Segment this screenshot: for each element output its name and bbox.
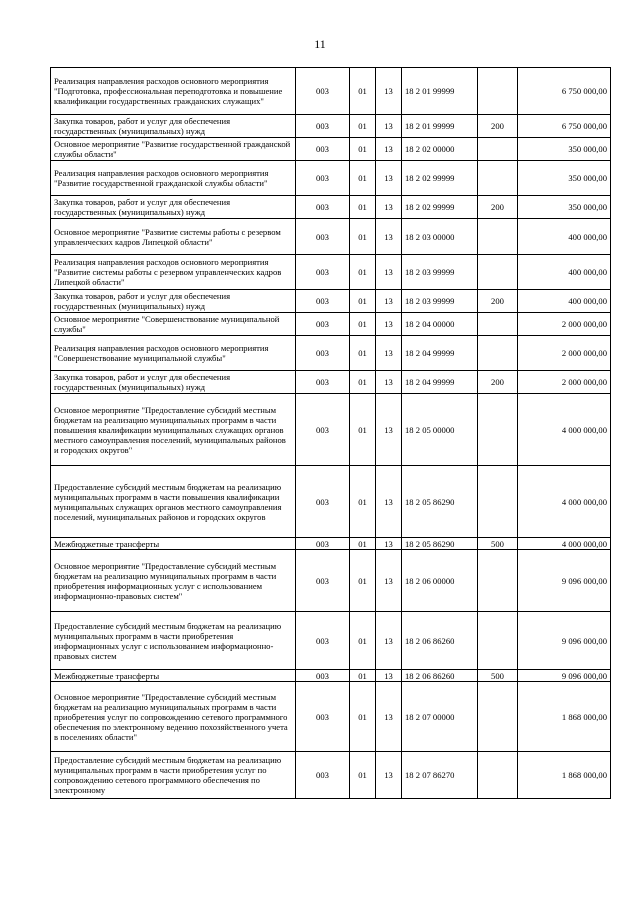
row-grbs: 003: [296, 752, 350, 799]
row-amount: 4 000 000,00: [518, 466, 611, 538]
row-rz: 01: [350, 550, 376, 612]
row-target-article: 18 2 03 99999: [402, 290, 478, 313]
row-amount: 350 000,00: [518, 196, 611, 219]
row-amount: 9 096 000,00: [518, 670, 611, 682]
row-rz: 01: [350, 394, 376, 466]
row-target-article: 18 2 01 99999: [402, 115, 478, 138]
row-expense-type: [478, 752, 518, 799]
row-amount: 6 750 000,00: [518, 68, 611, 115]
row-target-article: 18 2 04 00000: [402, 313, 478, 336]
row-expense-type: 200: [478, 196, 518, 219]
row-name: Закупка товаров, работ и услуг для обеспечения государственных (муниципальных) нужд: [51, 290, 296, 313]
table-row: [51, 550, 611, 612]
row-expense-type: [478, 138, 518, 161]
table-row: [51, 161, 611, 196]
row-target-article: 18 2 06 86260: [402, 612, 478, 670]
row-pr: 13: [376, 138, 402, 161]
table-row: [51, 219, 611, 255]
row-rz: 01: [350, 290, 376, 313]
row-expense-type: 200: [478, 115, 518, 138]
row-rz: 01: [350, 336, 376, 371]
row-pr: 13: [376, 550, 402, 612]
row-expense-type: [478, 255, 518, 290]
row-expense-type: 500: [478, 538, 518, 550]
row-name: Предоставление субсидий местным бюджетам на реализацию муниципальных программ в части приобретения услуг по сопровождению сетевого программного обеспечения по электронному: [51, 752, 296, 799]
row-amount: 1 868 000,00: [518, 682, 611, 752]
row-name: Закупка товаров, работ и услуг для обеспечения государственных (муниципальных) нужд: [51, 115, 296, 138]
row-target-article: 18 2 03 99999: [402, 255, 478, 290]
row-name: Предоставление субсидий местным бюджетам на реализацию муниципальных программ в части приобретения информационных услуг с использованием информационно-правовых систем: [51, 612, 296, 670]
row-grbs: 003: [296, 670, 350, 682]
row-amount: 2 000 000,00: [518, 336, 611, 371]
table-row: [51, 752, 611, 799]
row-amount: 400 000,00: [518, 255, 611, 290]
row-expense-type: [478, 336, 518, 371]
row-rz: 01: [350, 612, 376, 670]
row-amount: 1 868 000,00: [518, 752, 611, 799]
table-row: [51, 371, 611, 394]
row-target-article: 18 2 07 86270: [402, 752, 478, 799]
row-pr: 13: [376, 394, 402, 466]
row-pr: 13: [376, 612, 402, 670]
row-grbs: 003: [296, 138, 350, 161]
row-amount: 9 096 000,00: [518, 612, 611, 670]
row-target-article: 18 2 04 99999: [402, 336, 478, 371]
row-expense-type: [478, 161, 518, 196]
table-row: [51, 196, 611, 219]
row-pr: 13: [376, 670, 402, 682]
row-name: Предоставление субсидий местным бюджетам на реализацию муниципальных программ в части повышения квалификации муниципальных служащих органов местного самоуправления поселений, муниципальных районов и городских округов: [51, 466, 296, 538]
row-grbs: 003: [296, 550, 350, 612]
row-name: Межбюджетные трансферты: [51, 670, 296, 682]
table-row: [51, 394, 611, 466]
row-rz: 01: [350, 196, 376, 219]
row-rz: 01: [350, 138, 376, 161]
row-expense-type: 200: [478, 290, 518, 313]
table-row: [51, 336, 611, 371]
row-pr: 13: [376, 466, 402, 538]
row-target-article: 18 2 02 00000: [402, 138, 478, 161]
table-row: [51, 670, 611, 682]
row-target-article: 18 2 05 00000: [402, 394, 478, 466]
row-grbs: 003: [296, 682, 350, 752]
budget-table: [50, 67, 611, 799]
table-row: [51, 138, 611, 161]
row-name: Реализация направления расходов основного мероприятия "Подготовка, профессиональная переподготовка и повышение квалификации государственных гражданских служащих": [51, 68, 296, 115]
table-row: [51, 313, 611, 336]
row-grbs: 003: [296, 466, 350, 538]
row-target-article: 18 2 02 99999: [402, 196, 478, 219]
row-expense-type: [478, 466, 518, 538]
row-pr: 13: [376, 255, 402, 290]
row-expense-type: [478, 682, 518, 752]
row-pr: 13: [376, 336, 402, 371]
row-expense-type: [478, 394, 518, 466]
row-pr: 13: [376, 371, 402, 394]
row-grbs: 003: [296, 219, 350, 255]
row-rz: 01: [350, 68, 376, 115]
row-grbs: 003: [296, 68, 350, 115]
row-rz: 01: [350, 371, 376, 394]
row-rz: 01: [350, 670, 376, 682]
row-grbs: 003: [296, 336, 350, 371]
row-grbs: 003: [296, 371, 350, 394]
row-target-article: 18 2 07 00000: [402, 682, 478, 752]
row-amount: 4 000 000,00: [518, 538, 611, 550]
row-name: Основное мероприятие "Предоставление субсидий местным бюджетам на реализацию муниципальных программ в части приобретения информационных услуг с использованием информационно-правовых систем": [51, 550, 296, 612]
table-row: [51, 255, 611, 290]
row-amount: 4 000 000,00: [518, 394, 611, 466]
table-row: [51, 115, 611, 138]
row-name: Основное мероприятие "Совершенствование муниципальной службы": [51, 313, 296, 336]
table-row: [51, 466, 611, 538]
row-name: Закупка товаров, работ и услуг для обеспечения государственных (муниципальных) нужд: [51, 371, 296, 394]
row-amount: 2 000 000,00: [518, 313, 611, 336]
row-grbs: 003: [296, 196, 350, 219]
row-pr: 13: [376, 538, 402, 550]
row-target-article: 18 2 01 99999: [402, 68, 478, 115]
row-grbs: 003: [296, 394, 350, 466]
row-target-article: 18 2 06 00000: [402, 550, 478, 612]
table-row: [51, 682, 611, 752]
row-rz: 01: [350, 161, 376, 196]
row-grbs: 003: [296, 612, 350, 670]
row-rz: 01: [350, 219, 376, 255]
row-pr: 13: [376, 68, 402, 115]
row-name: Реализация направления расходов основного мероприятия "Развитие государственной гражданской службы области": [51, 161, 296, 196]
row-pr: 13: [376, 752, 402, 799]
row-rz: 01: [350, 752, 376, 799]
row-expense-type: [478, 313, 518, 336]
row-pr: 13: [376, 115, 402, 138]
page-number: 11: [314, 37, 326, 51]
row-amount: 400 000,00: [518, 290, 611, 313]
row-grbs: 003: [296, 538, 350, 550]
row-pr: 13: [376, 219, 402, 255]
row-target-article: 18 2 04 99999: [402, 371, 478, 394]
row-name: Основное мероприятие "Развитие государственной гражданской службы области": [51, 138, 296, 161]
row-rz: 01: [350, 466, 376, 538]
row-pr: 13: [376, 161, 402, 196]
row-target-article: 18 2 02 99999: [402, 161, 478, 196]
row-name: Реализация направления расходов основного мероприятия "Совершенствование муниципальной службы": [51, 336, 296, 371]
row-rz: 01: [350, 538, 376, 550]
row-target-article: 18 2 05 86290: [402, 466, 478, 538]
row-rz: 01: [350, 682, 376, 752]
table-row: [51, 612, 611, 670]
row-rz: 01: [350, 255, 376, 290]
row-grbs: 003: [296, 290, 350, 313]
row-amount: 400 000,00: [518, 219, 611, 255]
row-expense-type: 200: [478, 371, 518, 394]
row-name: Закупка товаров, работ и услуг для обеспечения государственных (муниципальных) нужд: [51, 196, 296, 219]
row-target-article: 18 2 03 00000: [402, 219, 478, 255]
row-name: Реализация направления расходов основного мероприятия "Развитие системы работы с резервом управленческих кадров Липецкой области": [51, 255, 296, 290]
row-rz: 01: [350, 115, 376, 138]
row-amount: 9 096 000,00: [518, 550, 611, 612]
row-amount: 6 750 000,00: [518, 115, 611, 138]
row-amount: 2 000 000,00: [518, 371, 611, 394]
row-grbs: 003: [296, 255, 350, 290]
table-row: [51, 538, 611, 550]
row-pr: 13: [376, 290, 402, 313]
row-grbs: 003: [296, 313, 350, 336]
row-expense-type: [478, 550, 518, 612]
row-grbs: 003: [296, 161, 350, 196]
row-name: Основное мероприятие "Предоставление субсидий местным бюджетам на реализацию муниципальных программ в части повышения квалификации муниципальных служащих органов местного самоуправления поселений, муниципальных районов и городских округов": [51, 394, 296, 466]
table-row: [51, 68, 611, 115]
row-target-article: 18 2 05 86290: [402, 538, 478, 550]
row-expense-type: 500: [478, 670, 518, 682]
row-name: Основное мероприятие "Предоставление субсидий местным бюджетам на реализацию муниципальных программ в части приобретения услуг по сопровождению сетевого программного обеспечения по электронному ведению похозяйственного учета в поселениях области": [51, 682, 296, 752]
row-expense-type: [478, 612, 518, 670]
row-name: Основное мероприятие "Развитие системы работы с резервом управленческих кадров Липецкой области": [51, 219, 296, 255]
row-pr: 13: [376, 313, 402, 336]
row-amount: 350 000,00: [518, 161, 611, 196]
row-expense-type: [478, 219, 518, 255]
row-rz: 01: [350, 313, 376, 336]
row-name: Межбюджетные трансферты: [51, 538, 296, 550]
row-expense-type: [478, 68, 518, 115]
row-amount: 350 000,00: [518, 138, 611, 161]
table-row: [51, 290, 611, 313]
row-pr: 13: [376, 196, 402, 219]
row-grbs: 003: [296, 115, 350, 138]
row-pr: 13: [376, 682, 402, 752]
row-target-article: 18 2 06 86260: [402, 670, 478, 682]
